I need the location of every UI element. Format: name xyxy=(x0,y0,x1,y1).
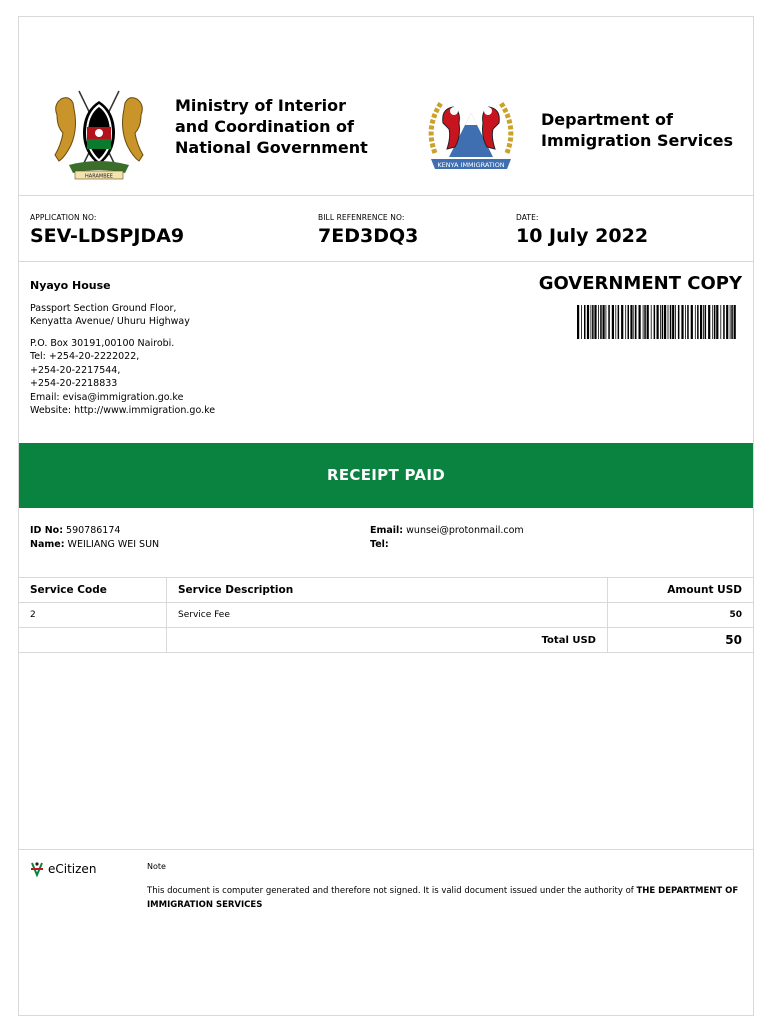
barcode-bar xyxy=(598,305,599,339)
barcode-bar xyxy=(635,305,637,339)
bill-reference xyxy=(318,213,418,247)
column-header-service-code: Service Code xyxy=(19,578,167,603)
address-line: Website: http://www.immigration.go.ke xyxy=(30,405,216,416)
address-line: +254-20-2217544, xyxy=(30,364,121,376)
barcode-bar xyxy=(734,305,736,339)
application-number-label: APPLICATION NO: xyxy=(30,213,97,222)
name-label: Name: xyxy=(30,539,65,550)
bill-reference-label: BILL REFENRENCE NO: xyxy=(318,213,405,222)
barcode-bar xyxy=(577,305,579,339)
receipt-page xyxy=(18,16,754,1016)
ecitizen-brand-text: eCitizen xyxy=(48,862,97,876)
total-label: Total USD xyxy=(167,628,608,653)
id-value: 590786174 xyxy=(66,525,121,536)
coat-motto: HARAMBEE xyxy=(85,173,113,180)
note-body: This document is computer generated and therefore not signed. It is valid document issued under the authority of xyxy=(147,886,637,896)
department-title-line: Immigration Services xyxy=(541,131,734,150)
barcode-bar xyxy=(703,305,704,339)
ministry-title-line: National Government xyxy=(175,138,368,157)
kenya-coat-of-arms-icon xyxy=(49,85,149,181)
receipt-date xyxy=(516,213,648,247)
barcode-bar xyxy=(591,305,592,339)
barcode-bar xyxy=(723,305,725,339)
barcode-bar xyxy=(668,305,669,339)
barcode-bar xyxy=(664,305,666,339)
receipt-date-value: 10 July 2022 xyxy=(516,225,649,247)
barcode-bar xyxy=(662,305,664,339)
document-footer xyxy=(19,849,753,1016)
barcode-bar xyxy=(700,305,702,339)
note-text xyxy=(147,884,743,912)
total-empty-cell xyxy=(19,628,167,653)
barcode-bar xyxy=(612,305,614,339)
barcode-bar xyxy=(625,305,626,339)
service-code-cell: 2 xyxy=(19,603,167,628)
address-line: Tel: +254-20-2222022, xyxy=(30,351,140,362)
barcode-bar xyxy=(643,305,644,339)
barcode-bar xyxy=(644,305,646,339)
office-address xyxy=(30,279,215,418)
barcode-icon xyxy=(577,305,737,339)
service-amount-cell: 50 xyxy=(608,603,754,628)
immigration-badge-text: KENYA IMMIGRATION xyxy=(437,161,505,169)
total-row xyxy=(19,628,753,653)
barcode-bar xyxy=(726,305,728,339)
barcode-bar xyxy=(678,305,680,339)
barcode-bar xyxy=(697,305,699,339)
applicant-contact xyxy=(370,524,524,552)
address-spacer xyxy=(30,329,215,337)
column-header-amount: Amount USD xyxy=(608,578,754,603)
service-description-cell: Service Fee xyxy=(167,603,608,628)
applicant-identity xyxy=(30,524,159,552)
barcode-bar xyxy=(592,305,594,339)
application-number xyxy=(30,213,184,247)
barcode-bar xyxy=(584,305,586,339)
barcode-bar xyxy=(687,305,689,339)
barcode-bar xyxy=(651,305,652,339)
barcode-bar xyxy=(705,305,707,339)
barcode-bar xyxy=(730,305,731,339)
ecitizen-logo-icon xyxy=(29,861,45,877)
total-value: 50 xyxy=(608,628,754,653)
barcode-bar xyxy=(685,305,686,339)
address-line: +254-20-2218833 xyxy=(30,378,118,389)
ecitizen-logo xyxy=(29,861,96,877)
receipt-date-label: DATE: xyxy=(516,213,539,222)
barcode-bar xyxy=(672,305,674,339)
barcode-bar xyxy=(618,305,620,339)
application-number-value: SEV-LDSPJDA9 xyxy=(30,225,185,247)
email-value: wunsei@protonmail.com xyxy=(406,525,524,536)
barcode-bar xyxy=(647,305,649,339)
ministry-title xyxy=(175,95,405,158)
barcode-bar xyxy=(587,305,589,339)
copy-type-label: GOVERNMENT COPY xyxy=(538,273,742,294)
column-header-service-description: Service Description xyxy=(167,578,608,603)
barcode-bar xyxy=(660,305,661,339)
bill-reference-value: 7ED3DQ3 xyxy=(318,225,419,247)
address-line: P.O. Box 30191,00100 Nairobi. xyxy=(30,337,175,349)
barcode-bar xyxy=(594,305,596,339)
barcode-bar xyxy=(731,305,733,339)
barcode-bar xyxy=(615,305,616,339)
barcode-bar xyxy=(691,305,693,339)
barcode-bar xyxy=(720,305,721,339)
barcode-bar xyxy=(708,305,710,339)
barcode-bar xyxy=(581,305,582,339)
barcode-bar xyxy=(639,305,641,339)
address-line: Passport Section Ground Floor, xyxy=(30,302,177,314)
barcode-bar xyxy=(608,305,610,339)
document-header xyxy=(19,17,753,196)
barcode-bar xyxy=(657,305,659,339)
ministry-title-line: Ministry of Interior xyxy=(175,96,346,115)
barcode-bar xyxy=(633,305,634,339)
barcode-bar xyxy=(603,305,605,339)
reference-row xyxy=(19,195,753,262)
id-label: ID No: xyxy=(30,525,64,536)
barcode-bar xyxy=(606,305,607,339)
name-value: WEILIANG WEI SUN xyxy=(67,539,160,550)
note-label: Note xyxy=(147,862,166,871)
barcode-bar xyxy=(695,305,696,339)
receipt-status-banner: RECEIPT PAID xyxy=(19,443,753,508)
barcode-bar xyxy=(630,305,632,339)
department-title-line: Department of xyxy=(541,110,674,129)
barcode-bar xyxy=(712,305,713,339)
barcode-bar xyxy=(675,305,676,339)
address-line: Email: evisa@immigration.go.ke xyxy=(30,391,184,403)
barcode-bar xyxy=(714,305,716,339)
tel-label: Tel: xyxy=(370,539,389,550)
barcode-bar xyxy=(628,305,630,339)
barcode-bar xyxy=(716,305,718,339)
barcode-bar xyxy=(621,305,623,339)
barcode-bar xyxy=(681,305,683,339)
barcode-bar xyxy=(654,305,656,339)
services-table xyxy=(19,577,753,653)
kenya-immigration-logo-icon xyxy=(421,83,521,183)
note-authority: THE DEPARTMENT OF IMMIGRATION SERVICES xyxy=(147,886,739,910)
department-title xyxy=(541,109,741,151)
email-label: Email: xyxy=(370,525,404,536)
table-row xyxy=(19,603,753,628)
ministry-title-line: and Coordination of xyxy=(175,117,354,136)
table-header-row xyxy=(19,578,753,603)
barcode-bar xyxy=(670,305,672,339)
office-name: Nyayo House xyxy=(30,279,111,292)
barcode-bar xyxy=(600,305,602,339)
address-line: Kenyatta Avenue/ Uhuru Highway xyxy=(30,316,190,327)
